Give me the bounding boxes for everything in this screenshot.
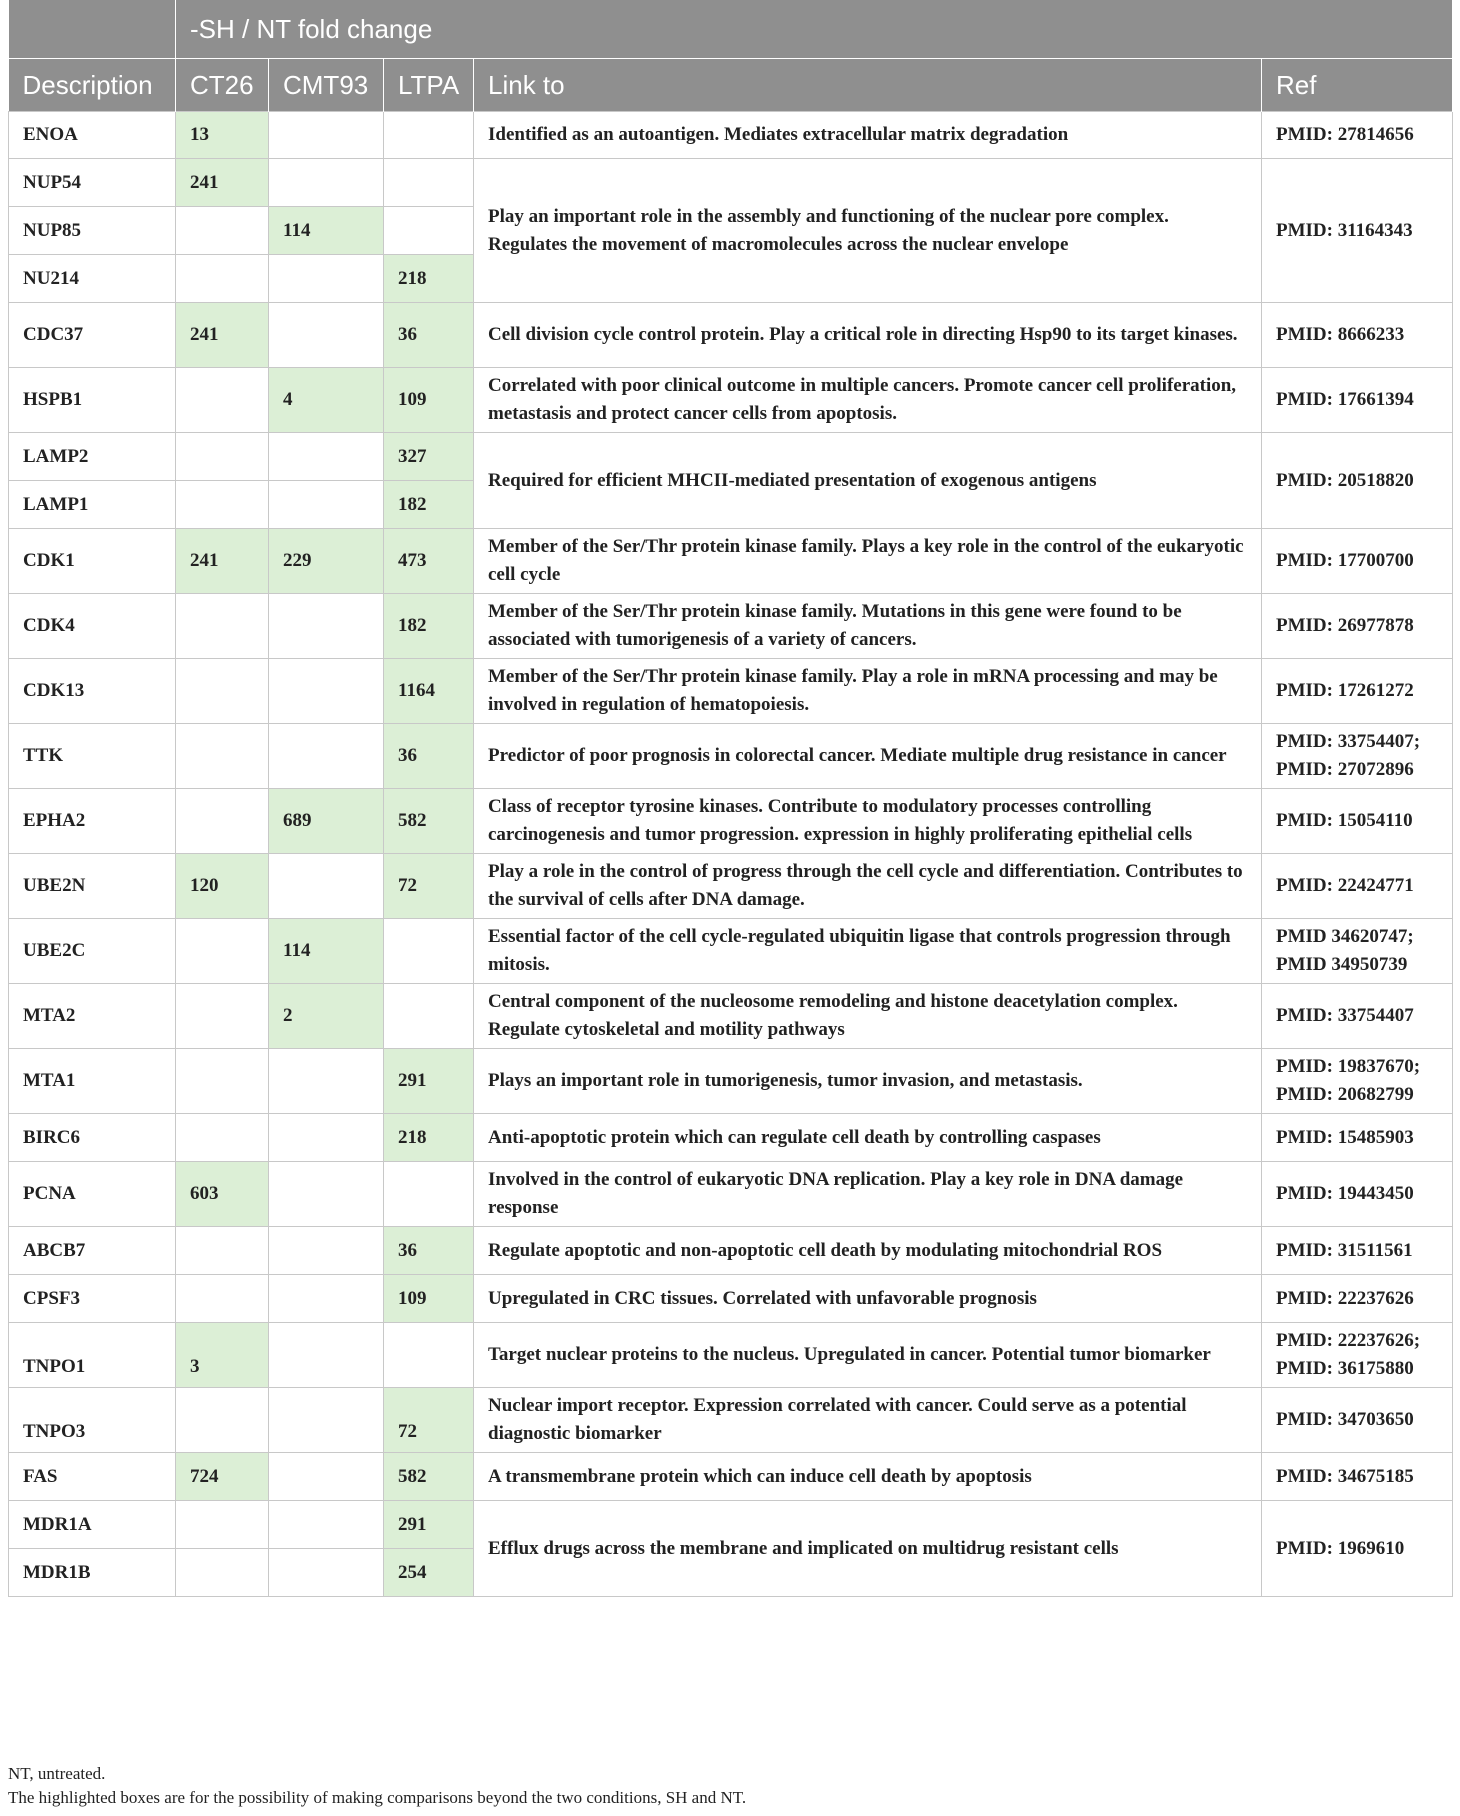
gene-name-cell: HSPB1: [9, 368, 176, 433]
link-to-cell: Identified as an autoantigen. Mediates extracellular matrix degradation: [474, 112, 1262, 159]
table-row: [9, 1501, 1453, 1549]
ct26-value-cell: [176, 594, 269, 659]
ref-line: PMID: 20682799: [1276, 1084, 1414, 1105]
cmt93-value-cell: [269, 112, 384, 159]
cmt93-value-cell: [269, 1162, 384, 1227]
gene-name-cell: NU214: [9, 255, 176, 303]
ct26-value-cell: [176, 789, 269, 854]
col-ltpa: LTPA: [384, 59, 474, 112]
table-row: [9, 659, 1453, 724]
ref-line: PMID: 34703650: [1276, 1409, 1414, 1430]
cmt93-value-cell: [269, 433, 384, 481]
gene-name-cell: UBE2N: [9, 854, 176, 919]
footnote-line: NT, untreated.: [8, 1764, 106, 1783]
link-to-cell: Target nuclear proteins to the nucleus. Upregulated in cancer. Potential tumor biomarker: [474, 1323, 1262, 1388]
ref-cell: [1262, 1275, 1453, 1323]
cmt93-value-cell: 229: [269, 529, 384, 594]
ltpa-value-cell: [384, 1323, 474, 1388]
link-to-cell: Member of the Ser/Thr protein kinase family. Play a role in mRNA processing and may be involved in regulation of hematopoiesis.: [474, 659, 1262, 724]
ref-cell: [1262, 159, 1453, 303]
gene-name-cell: LAMP2: [9, 433, 176, 481]
gene-name-cell: NUP54: [9, 159, 176, 207]
link-to-cell: Play an important role in the assembly and functioning of the nuclear pore complex. Regulates the movement of macromolecules across the nuclear envelope: [474, 159, 1262, 303]
ct26-value-cell: 3: [176, 1323, 269, 1388]
link-to-cell: Member of the Ser/Thr protein kinase family. Plays a key role in the control of the eukaryotic cell cycle: [474, 529, 1262, 594]
ltpa-value-cell: 582: [384, 1453, 474, 1501]
ltpa-value-cell: 218: [384, 1114, 474, 1162]
col-description: Description: [9, 59, 176, 112]
link-to-cell: Cell division cycle control protein. Play a critical role in directing Hsp90 to its target kinases.: [474, 303, 1262, 368]
link-to-cell: Nuclear import receptor. Expression correlated with cancer. Could serve as a potential diagnostic biomarker: [474, 1388, 1262, 1453]
ref-cell: [1262, 433, 1453, 529]
ct26-value-cell: [176, 1501, 269, 1549]
ct26-value-cell: [176, 1049, 269, 1114]
cmt93-value-cell: 689: [269, 789, 384, 854]
table-row: [9, 368, 1453, 433]
ref-line: PMID: 15054110: [1276, 810, 1413, 831]
ref-cell: [1262, 659, 1453, 724]
ref-line: PMID: 20518820: [1276, 469, 1414, 491]
cmt93-value-cell: [269, 1388, 384, 1453]
ltpa-value-cell: 218: [384, 255, 474, 303]
ltpa-value-cell: [384, 207, 474, 255]
ct26-value-cell: [176, 1114, 269, 1162]
table-row: [9, 1275, 1453, 1323]
table-row: [9, 1049, 1453, 1114]
ref-line: PMID: 17261272: [1276, 680, 1414, 701]
table-row: [9, 1323, 1453, 1388]
link-to-cell: Anti-apoptotic protein which can regulate cell death by controlling caspases: [474, 1114, 1262, 1162]
ltpa-value-cell: 291: [384, 1049, 474, 1114]
ltpa-value-cell: 182: [384, 594, 474, 659]
link-to-cell: Member of the Ser/Thr protein kinase family. Mutations in this gene were found to be associated with tumorigenesis of a variety of cancers.: [474, 594, 1262, 659]
cmt93-value-cell: 114: [269, 207, 384, 255]
cmt93-value-cell: [269, 1049, 384, 1114]
ltpa-value-cell: 109: [384, 368, 474, 433]
ref-line: PMID: 31511561: [1276, 1239, 1413, 1261]
gene-name-cell: CDK4: [9, 594, 176, 659]
ref-cell: [1262, 789, 1453, 854]
ltpa-value-cell: [384, 919, 474, 984]
link-to-cell: Play a role in the control of progress through the cell cycle and differentiation. Contributes to the survival of cells after DNA damage.: [474, 854, 1262, 919]
ref-line: PMID: 26977878: [1276, 615, 1414, 636]
ct26-value-cell: 120: [176, 854, 269, 919]
table-row: [9, 159, 1453, 207]
gene-name-cell: CDK13: [9, 659, 176, 724]
ct26-value-cell: [176, 984, 269, 1049]
ct26-value-cell: 241: [176, 529, 269, 594]
gene-name-cell: EPHA2: [9, 789, 176, 854]
table-body: [9, 112, 1453, 1597]
ct26-value-cell: [176, 207, 269, 255]
ref-line: PMID: 1969610: [1276, 1537, 1405, 1559]
ltpa-value-cell: [384, 1162, 474, 1227]
cmt93-value-cell: [269, 594, 384, 659]
header-empty-cell: [9, 0, 176, 59]
gene-name-cell: MDR1A: [9, 1501, 176, 1549]
cmt93-value-cell: [269, 1227, 384, 1275]
ltpa-value-cell: [384, 112, 474, 159]
table-row: [9, 1388, 1453, 1453]
link-to-cell: Regulate apoptotic and non-apoptotic cell death by modulating mitochondrial ROS: [474, 1227, 1262, 1275]
ct26-value-cell: 241: [176, 159, 269, 207]
ct26-value-cell: 241: [176, 303, 269, 368]
table-row: [9, 919, 1453, 984]
cmt93-value-cell: [269, 159, 384, 207]
ref-cell: [1262, 303, 1453, 368]
ref-cell: [1262, 368, 1453, 433]
ltpa-value-cell: 182: [384, 481, 474, 529]
table-row: [9, 303, 1453, 368]
link-to-cell: Efflux drugs across the membrane and implicated on multidrug resistant cells: [474, 1501, 1262, 1597]
cmt93-value-cell: [269, 724, 384, 789]
ct26-value-cell: [176, 368, 269, 433]
ref-cell: [1262, 724, 1453, 789]
link-to-cell: Essential factor of the cell cycle-regulated ubiquitin ligase that controls progression through mitosis.: [474, 919, 1262, 984]
ltpa-value-cell: 582: [384, 789, 474, 854]
ltpa-value-cell: 109: [384, 1275, 474, 1323]
cmt93-value-cell: 2: [269, 984, 384, 1049]
cmt93-value-cell: [269, 1549, 384, 1597]
ref-line: PMID: 17661394: [1276, 389, 1414, 410]
table-row: [9, 789, 1453, 854]
ref-cell: [1262, 112, 1453, 159]
ref-line: PMID: 36175880: [1276, 1358, 1414, 1379]
gene-name-cell: MTA2: [9, 984, 176, 1049]
link-to-cell: A transmembrane protein which can induce cell death by apoptosis: [474, 1453, 1262, 1501]
cmt93-value-cell: 114: [269, 919, 384, 984]
ref-cell: [1262, 1114, 1453, 1162]
cmt93-value-cell: [269, 1453, 384, 1501]
gene-name-cell: TTK: [9, 724, 176, 789]
ltpa-value-cell: [384, 984, 474, 1049]
table-row: [9, 529, 1453, 594]
ref-line: PMID 34950739: [1276, 954, 1408, 975]
ref-cell: [1262, 854, 1453, 919]
gene-name-cell: ABCB7: [9, 1227, 176, 1275]
gene-name-cell: MTA1: [9, 1049, 176, 1114]
ref-cell: [1262, 594, 1453, 659]
gene-name-cell: CDC37: [9, 303, 176, 368]
ref-cell: [1262, 529, 1453, 594]
ltpa-value-cell: 473: [384, 529, 474, 594]
table-row: [9, 854, 1453, 919]
table-row: [9, 1162, 1453, 1227]
ltpa-value-cell: 1164: [384, 659, 474, 724]
gene-name-cell: BIRC6: [9, 1114, 176, 1162]
ct26-value-cell: [176, 1275, 269, 1323]
ltpa-value-cell: 36: [384, 724, 474, 789]
ct26-value-cell: [176, 1388, 269, 1453]
ct26-value-cell: 13: [176, 112, 269, 159]
ltpa-value-cell: 72: [384, 1388, 474, 1453]
ref-cell: [1262, 1501, 1453, 1597]
table-row: [9, 724, 1453, 789]
ct26-value-cell: 603: [176, 1162, 269, 1227]
col-ct26: CT26: [176, 59, 269, 112]
ct26-value-cell: [176, 481, 269, 529]
ct26-value-cell: [176, 659, 269, 724]
ref-cell: [1262, 1388, 1453, 1453]
ref-line: PMID: 19443450: [1276, 1183, 1414, 1204]
ref-cell: [1262, 1162, 1453, 1227]
gene-name-cell: CPSF3: [9, 1275, 176, 1323]
ref-cell: [1262, 984, 1453, 1049]
link-to-cell: Central component of the nucleosome remodeling and histone deacetylation complex. Regulate cytoskeletal and motility pathways: [474, 984, 1262, 1049]
cmt93-value-cell: [269, 1323, 384, 1388]
gene-name-cell: TNPO3: [9, 1388, 176, 1453]
ltpa-value-cell: 291: [384, 1501, 474, 1549]
ref-line: PMID: 22424771: [1276, 875, 1414, 896]
ltpa-value-cell: 36: [384, 1227, 474, 1275]
cmt93-value-cell: [269, 1114, 384, 1162]
link-to-cell: Involved in the control of eukaryotic DNA replication. Play a key role in DNA damage response: [474, 1162, 1262, 1227]
ref-cell: [1262, 1453, 1453, 1501]
ref-cell: [1262, 1227, 1453, 1275]
ct26-value-cell: 724: [176, 1453, 269, 1501]
ref-line: PMID: 19837670;: [1276, 1056, 1421, 1077]
cmt93-value-cell: 4: [269, 368, 384, 433]
table-row: [9, 433, 1453, 481]
gene-name-cell: UBE2C: [9, 919, 176, 984]
gene-name-cell: NUP85: [9, 207, 176, 255]
link-to-cell: Upregulated in CRC tissues. Correlated with unfavorable prognosis: [474, 1275, 1262, 1323]
ref-cell: [1262, 919, 1453, 984]
table-header: [9, 0, 1453, 112]
ct26-value-cell: [176, 1549, 269, 1597]
col-cmt93: CMT93: [269, 59, 384, 112]
ref-line: PMID: 27814656: [1276, 124, 1414, 145]
cmt93-value-cell: [269, 255, 384, 303]
ref-line: PMID: 22237626: [1276, 1287, 1414, 1309]
footnote-line: The highlighted boxes are for the possibility of making comparisons beyond the two conditions, SH and NT.: [8, 1788, 747, 1807]
cmt93-value-cell: [269, 854, 384, 919]
gene-name-cell: PCNA: [9, 1162, 176, 1227]
ref-line: PMID 34620747;: [1276, 926, 1414, 947]
link-to-cell: Predictor of poor prognosis in colorectal cancer. Mediate multiple drug resistance in cancer: [474, 724, 1262, 789]
table-row: [9, 1227, 1453, 1275]
ct26-value-cell: [176, 1227, 269, 1275]
link-to-cell: Plays an important role in tumorigenesis, tumor invasion, and metastasis.: [474, 1049, 1262, 1114]
ltpa-value-cell: [384, 159, 474, 207]
gene-name-cell: FAS: [9, 1453, 176, 1501]
ct26-value-cell: [176, 724, 269, 789]
ref-cell: [1262, 1323, 1453, 1388]
col-ref: Ref: [1262, 59, 1453, 112]
ref-line: PMID: 15485903: [1276, 1126, 1414, 1148]
table-row: [9, 984, 1453, 1049]
ref-line: PMID: 33754407;: [1276, 731, 1421, 752]
ct26-value-cell: [176, 433, 269, 481]
table-row: [9, 1453, 1453, 1501]
cmt93-value-cell: [269, 481, 384, 529]
ref-line: PMID: 17700700: [1276, 550, 1414, 571]
ct26-value-cell: [176, 255, 269, 303]
gene-name-cell: CDK1: [9, 529, 176, 594]
link-to-cell: Required for efficient MHCII-mediated presentation of exogenous antigens: [474, 433, 1262, 529]
cmt93-value-cell: [269, 1275, 384, 1323]
col-link-to: Link to: [474, 59, 1262, 112]
link-to-cell: Correlated with poor clinical outcome in multiple cancers. Promote cancer cell proliferation, metastasis and protect cancer cells from apoptosis.: [474, 368, 1262, 433]
gene-name-cell: LAMP1: [9, 481, 176, 529]
cmt93-value-cell: [269, 1501, 384, 1549]
ref-line: PMID: 27072896: [1276, 759, 1414, 780]
cmt93-value-cell: [269, 659, 384, 724]
ref-line: PMID: 22237626;: [1276, 1330, 1421, 1351]
gene-name-cell: TNPO1: [9, 1323, 176, 1388]
fold-change-group-header: -SH / NT fold change: [176, 0, 1453, 59]
table-row: [9, 112, 1453, 159]
ltpa-value-cell: 72: [384, 854, 474, 919]
ltpa-value-cell: 254: [384, 1549, 474, 1597]
cmt93-value-cell: [269, 303, 384, 368]
ref-line: PMID: 8666233: [1276, 324, 1405, 345]
ref-cell: [1262, 1049, 1453, 1114]
ct26-value-cell: [176, 919, 269, 984]
gene-name-cell: MDR1B: [9, 1549, 176, 1597]
ltpa-value-cell: 327: [384, 433, 474, 481]
ref-line: PMID: 33754407: [1276, 1005, 1414, 1026]
ref-line: PMID: 34675185: [1276, 1465, 1414, 1487]
ref-line: PMID: 31164343: [1276, 219, 1413, 241]
data-table-container: [8, 0, 1452, 1597]
ltpa-value-cell: 36: [384, 303, 474, 368]
gene-name-cell: ENOA: [9, 112, 176, 159]
table-footnotes: [8, 1762, 1452, 1810]
link-to-cell: Class of receptor tyrosine kinases. Contribute to modulatory processes controlling carcinogenesis and tumor progression. expression in highly proliferating epithelial cells: [474, 789, 1262, 854]
table-row: [9, 594, 1453, 659]
table-row: [9, 1114, 1453, 1162]
fold-change-table: [8, 0, 1453, 1597]
